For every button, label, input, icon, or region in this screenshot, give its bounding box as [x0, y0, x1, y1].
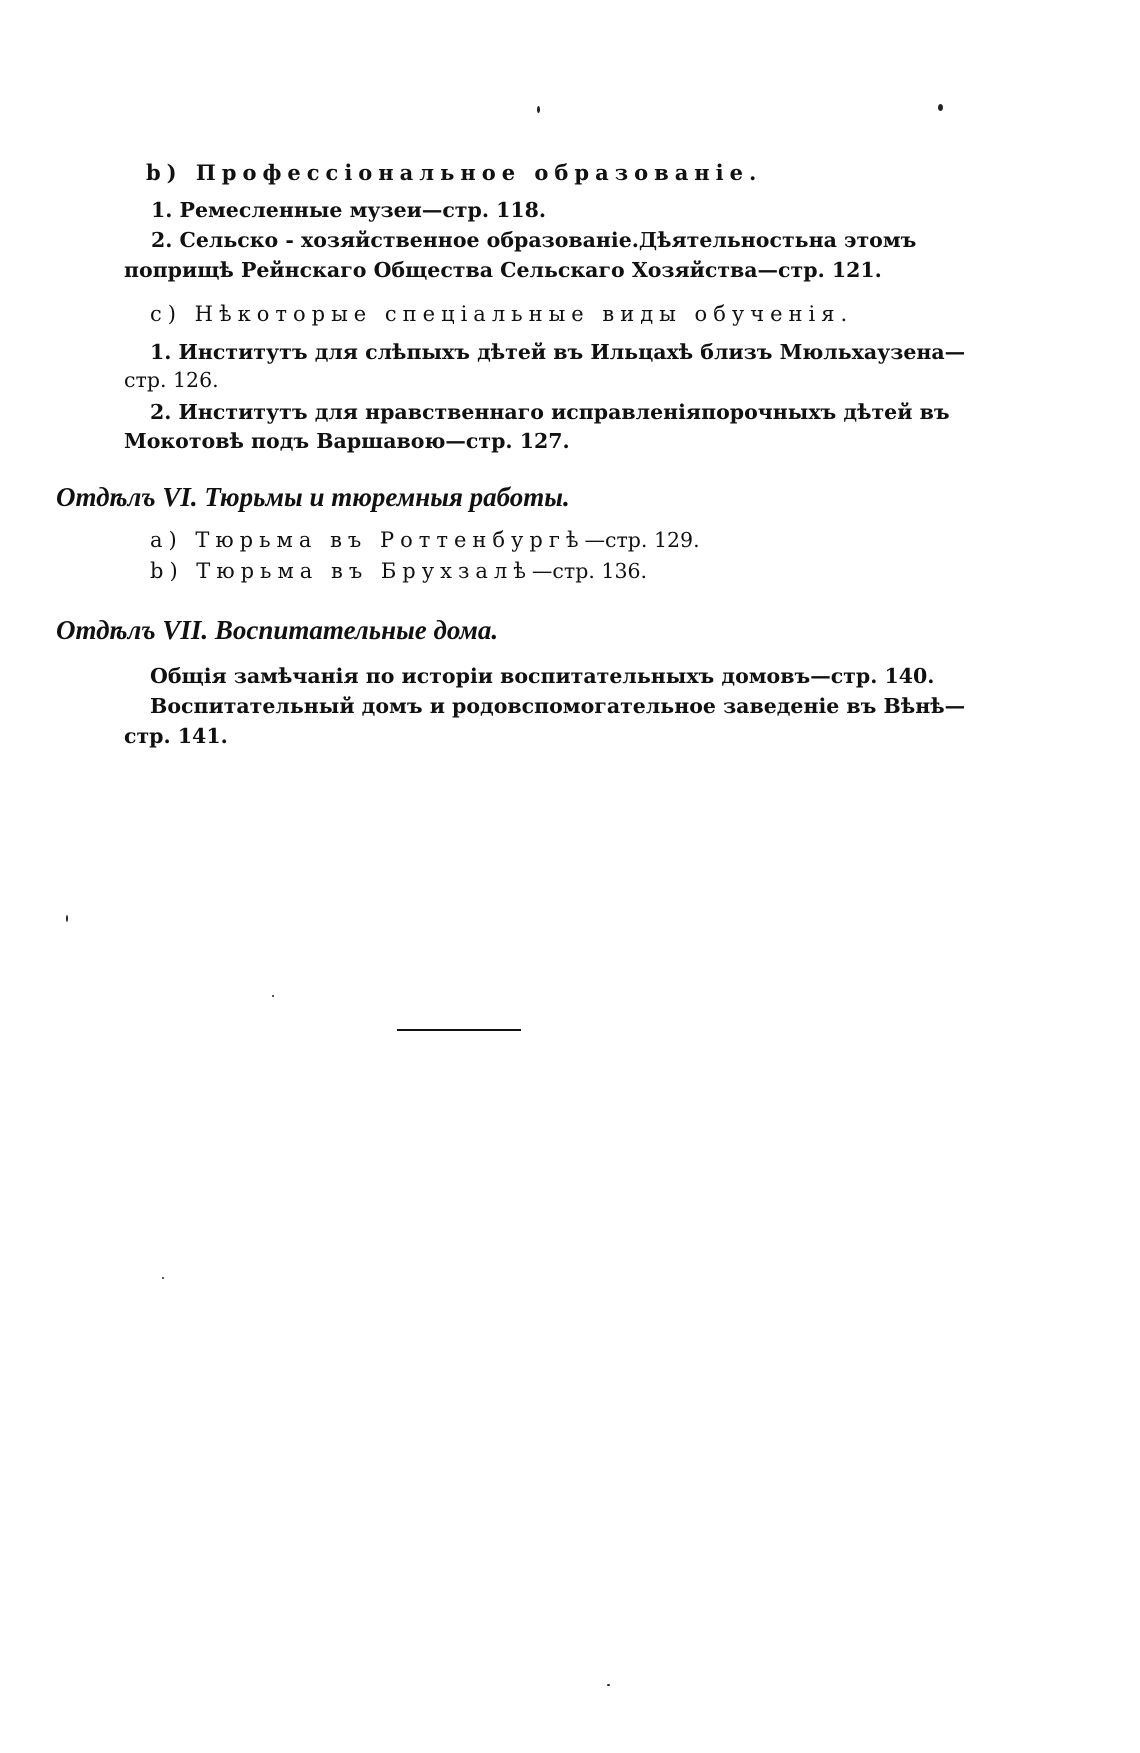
list-item: 1. Ремесленные музеи—стр. 118.: [151, 198, 547, 222]
page-reference: —стр. 136.: [531, 559, 648, 583]
text-segment: 2. Институтъ для нравственнаго исправленія: [150, 400, 702, 424]
list-item: 1. Институтъ для слѣпыхъ дѣтей въ Ильцахѣ близъ Мюльхаузена—: [150, 340, 966, 364]
page-reference: —стр. 129.: [584, 528, 700, 552]
text-segment: порочныхъ дѣтей въ: [701, 400, 950, 424]
list-item: [150, 399, 950, 425]
text-segment: b) Тюрьма въ Брухзалѣ: [150, 559, 532, 583]
scan-speck: [607, 1684, 610, 1686]
list-item-continuation: стр. 126.: [124, 368, 219, 392]
scan-speck: [537, 106, 540, 113]
scan-speck: [272, 995, 274, 997]
subsection-heading-professional: b) Профессіональное образованіе.: [146, 160, 763, 185]
list-item: [151, 227, 917, 253]
text-segment: Дѣятельность: [638, 228, 809, 252]
list-item-continuation: стр. 141.: [124, 724, 228, 748]
closing-rule: [397, 1029, 521, 1031]
section-heading-vi: Отдѣлъ VI. Тюрьмы и тюремныя работы.: [56, 482, 570, 512]
subsection-heading-special: c) Нѣкоторые спеціальные виды обученія.: [150, 302, 854, 326]
section-heading-vii: Отдѣлъ VII. Воспитательные дома.: [56, 615, 499, 645]
list-item-continuation: поприщѣ Рейнскаго Общества Сельскаго Хозяйства—стр. 121.: [124, 258, 882, 282]
list-item: [150, 558, 647, 584]
text-segment: на этомъ: [808, 228, 917, 252]
list-item: [150, 527, 700, 553]
text-segment: 2. Сельско - хозяйственное образованіе.: [151, 228, 639, 252]
list-item: Воспитательный домъ и родовспомогательное заведеніе въ Вѣнѣ—: [150, 694, 966, 718]
scan-speck: [938, 104, 943, 111]
scan-speck: [162, 1277, 164, 1279]
list-item-continuation: Мокотовѣ подъ Варшавою—стр. 127.: [124, 429, 570, 453]
list-item: Общія замѣчанія по исторіи воспитательныхъ домовъ—стр. 140.: [150, 664, 935, 688]
scan-speck: [66, 915, 68, 922]
text-segment: а) Тюрьма въ Роттенбургѣ: [150, 528, 585, 552]
